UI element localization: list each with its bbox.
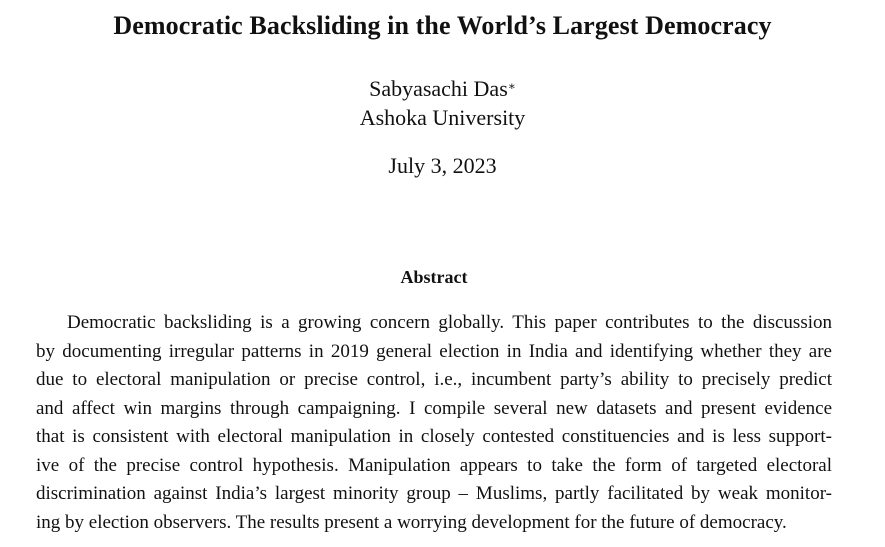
author-affiliation: Ashoka University [359, 105, 526, 130]
abstract-line: that is consistent with electoral manipulation in closely contested constituencies and is less support- [36, 426, 832, 447]
abstract-line: and affect win margins through campaigning. I compile several new datasets and present evidence [36, 397, 832, 419]
author-name: Sabyasachi Das [369, 76, 508, 101]
author-block [0, 74, 885, 132]
abstract-line: ive of the precise control hypothesis. Manipulation appears to take the form of targeted electoral [36, 454, 832, 476]
author-footnote-mark: ∗ [507, 79, 516, 93]
abstract-line: due to electoral manipulation or precise control, i.e., incumbent party’s ability to precisely predict [36, 369, 832, 390]
paper-date: July 3, 2023 [388, 153, 497, 178]
author-line [0, 74, 885, 103]
abstract-heading: Abstract [400, 267, 468, 287]
paper-title: Democratic Backsliding in the World’s Largest Democracy [113, 11, 772, 40]
abstract-line: discrimination against India’s largest minority group – Muslims, partly facilitated by weak monitor- [36, 483, 832, 504]
abstract-body [36, 309, 832, 537]
abstract-line: by documenting irregular patterns in 2019 general election in India and identifying whether they are [36, 340, 832, 362]
abstract-line: Democratic backsliding is a growing concern globally. This paper contributes to the discussion [67, 312, 832, 333]
abstract-line: ing by election observers. The results present a worrying development for the future of democracy. [36, 511, 787, 533]
